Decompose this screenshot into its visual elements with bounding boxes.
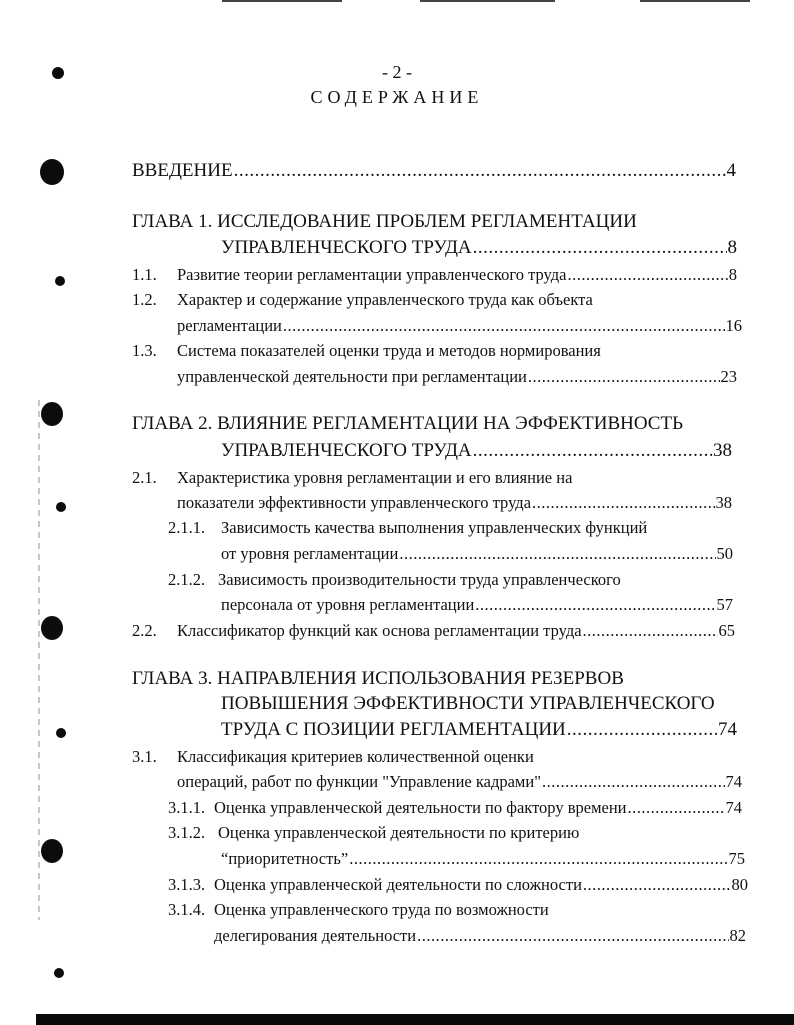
- section-number: 3.1.2.: [168, 823, 206, 842]
- section-number: 1.1.: [132, 265, 157, 284]
- toc-entry-text: Классификация критериев количественной оценки: [177, 747, 534, 766]
- leader-dots: [234, 160, 726, 182]
- toc-entry-text: делегирования деятельности: [214, 926, 417, 945]
- toc-entry: [177, 621, 735, 641]
- toc-entry-text: ВВЕДЕНИЕ: [132, 160, 233, 181]
- section-number: 1.3.: [132, 341, 157, 360]
- toc-entry-text: персонала от уровня регламентации: [221, 595, 475, 614]
- toc-entry: [177, 772, 742, 792]
- toc-page-number: 74: [718, 719, 737, 740]
- toc-entry: [214, 875, 748, 895]
- toc-entry: [221, 595, 733, 615]
- toc-entry-text: Оценка управленческого труда по возможности: [214, 900, 549, 919]
- toc-entry-chapter3: [221, 719, 737, 741]
- leader-dots: [567, 719, 717, 741]
- toc-page-number: 4: [726, 160, 736, 181]
- toc-entry-text: Зависимость производительности труда управленческого: [218, 570, 621, 589]
- leader-dots: [583, 875, 731, 895]
- toc-entry-text: Система показателей оценки труда и методов нормирования: [177, 341, 601, 360]
- chapter-heading-cont: УПРАВЛЕНЧЕСКОГО ТРУДА: [221, 237, 472, 258]
- punch-hole-dot: [41, 616, 63, 640]
- scan-edge-line: [38, 400, 40, 920]
- toc-entry-text: Оценка управленческой деятельности по сложности: [214, 875, 582, 894]
- toc-entry-text: Оценка управленческой деятельности по критерию: [218, 823, 580, 842]
- leader-dots: [399, 544, 715, 564]
- toc-page-number: 57: [716, 595, 733, 614]
- toc-page-number: 38: [713, 440, 732, 461]
- scan-bottom-edge: [36, 1014, 794, 1025]
- punch-hole-dot: [41, 402, 63, 426]
- leader-dots: [475, 595, 715, 615]
- punch-hole-dot: [41, 839, 63, 863]
- toc-entry-text: Классификатор функций как основа регламентации труда: [177, 621, 582, 640]
- chapter-heading: ГЛАВА 3. НАПРАВЛЕНИЯ ИСПОЛЬЗОВАНИЯ РЕЗЕРВОВ: [132, 668, 624, 689]
- leader-dots: [583, 621, 718, 641]
- toc-entry-text: Характер и содержание управленческого труда как объекта: [177, 290, 593, 309]
- toc-entry-text: Характеристика уровня регламентации и его влияние на: [177, 468, 573, 487]
- toc-page-number: 8: [728, 265, 737, 284]
- section-number: 3.1.: [132, 747, 157, 766]
- toc-page-number: 74: [725, 772, 742, 791]
- toc-page-number: 38: [715, 493, 732, 512]
- toc-entry-text: показатели эффективности управленческого труда: [177, 493, 532, 512]
- toc-entry: [177, 367, 737, 387]
- toc-entry: [177, 316, 742, 336]
- toc-entry: [214, 798, 742, 818]
- punch-hole-dot: [40, 159, 64, 185]
- leader-dots: [567, 265, 727, 285]
- section-number: 2.2.: [132, 621, 157, 640]
- leader-dots: [283, 316, 725, 336]
- section-number: 1.2.: [132, 290, 157, 309]
- toc-entry: [221, 849, 745, 869]
- section-number: 2.1.1.: [168, 518, 206, 537]
- toc-page-number: 50: [716, 544, 733, 563]
- scan-edge-line: [222, 0, 342, 2]
- toc-entry: [221, 544, 733, 564]
- leader-dots: [532, 493, 714, 513]
- punch-hole-dot: [55, 276, 65, 286]
- leader-dots: [349, 849, 727, 869]
- toc-page-number: 16: [725, 316, 742, 335]
- chapter-heading-cont: ПОВЫШЕНИЯ ЭФФЕКТИВНОСТИ УПРАВЛЕНЧЕСКОГО: [221, 693, 715, 714]
- section-number: 3.1.4.: [168, 900, 206, 919]
- section-number: 2.1.: [132, 468, 157, 487]
- leader-dots: [417, 926, 728, 946]
- toc-entry-text: операций, работ по функции "Управление кадрами": [177, 772, 541, 791]
- toc-entry-text: Зависимость качества выполнения управленческих функций: [221, 518, 648, 537]
- page-title: СОДЕРЖАНИЕ: [310, 87, 484, 107]
- toc-page-number: 80: [731, 875, 748, 894]
- toc-entry-text: управленческой деятельности при регламентации: [177, 367, 527, 386]
- scan-edge-line: [640, 0, 750, 2]
- toc-page-number: 23: [720, 367, 737, 386]
- punch-hole-dot: [56, 502, 66, 512]
- chapter-heading: ГЛАВА 2. ВЛИЯНИЕ РЕГЛАМЕНТАЦИИ НА ЭФФЕКТИВНОСТЬ: [132, 413, 683, 434]
- chapter-heading-cont: УПРАВЛЕНЧЕСКОГО ТРУДА: [221, 440, 472, 461]
- leader-dots: [628, 798, 725, 818]
- toc-entry-text: “приоритетность”: [221, 849, 349, 868]
- toc-entry-chapter1: [221, 237, 737, 259]
- toc-page-number: 75: [728, 849, 745, 868]
- toc-page-number: 74: [725, 798, 742, 817]
- punch-hole-dot: [56, 728, 66, 738]
- toc-entry: [214, 926, 746, 946]
- toc-entry-text: Развитие теории регламентации управленческого труда: [177, 265, 567, 284]
- toc-page-number: 65: [718, 621, 735, 640]
- section-number: 2.1.2.: [168, 570, 206, 589]
- leader-dots: [528, 367, 720, 387]
- punch-hole-dot: [54, 968, 64, 978]
- toc-entry-text: Оценка управленческой деятельности по фактору времени: [214, 798, 627, 817]
- toc-page-number: 8: [727, 237, 737, 258]
- toc-entry: [177, 493, 732, 513]
- leader-dots: [542, 772, 725, 792]
- section-number: 3.1.3.: [168, 875, 206, 894]
- chapter-heading: ГЛАВА 1. ИССЛЕДОВАНИЕ ПРОБЛЕМ РЕГЛАМЕНТАЦИИ: [132, 211, 637, 232]
- toc-entry-text: регламентации: [177, 316, 282, 335]
- page-number: - 2 -: [382, 62, 412, 82]
- section-number: 3.1.1.: [168, 798, 206, 817]
- toc-entry-intro: [132, 160, 736, 182]
- toc-entry: [177, 265, 737, 285]
- leader-dots: [473, 440, 712, 462]
- toc-entry-text: от уровня регламентации: [221, 544, 399, 563]
- scan-edge-line: [420, 0, 555, 2]
- toc-page-number: 82: [729, 926, 746, 945]
- leader-dots: [473, 237, 727, 259]
- toc-entry-chapter2: [221, 440, 732, 462]
- chapter-heading-cont: ТРУДА С ПОЗИЦИИ РЕГЛАМЕНТАЦИИ: [221, 719, 566, 740]
